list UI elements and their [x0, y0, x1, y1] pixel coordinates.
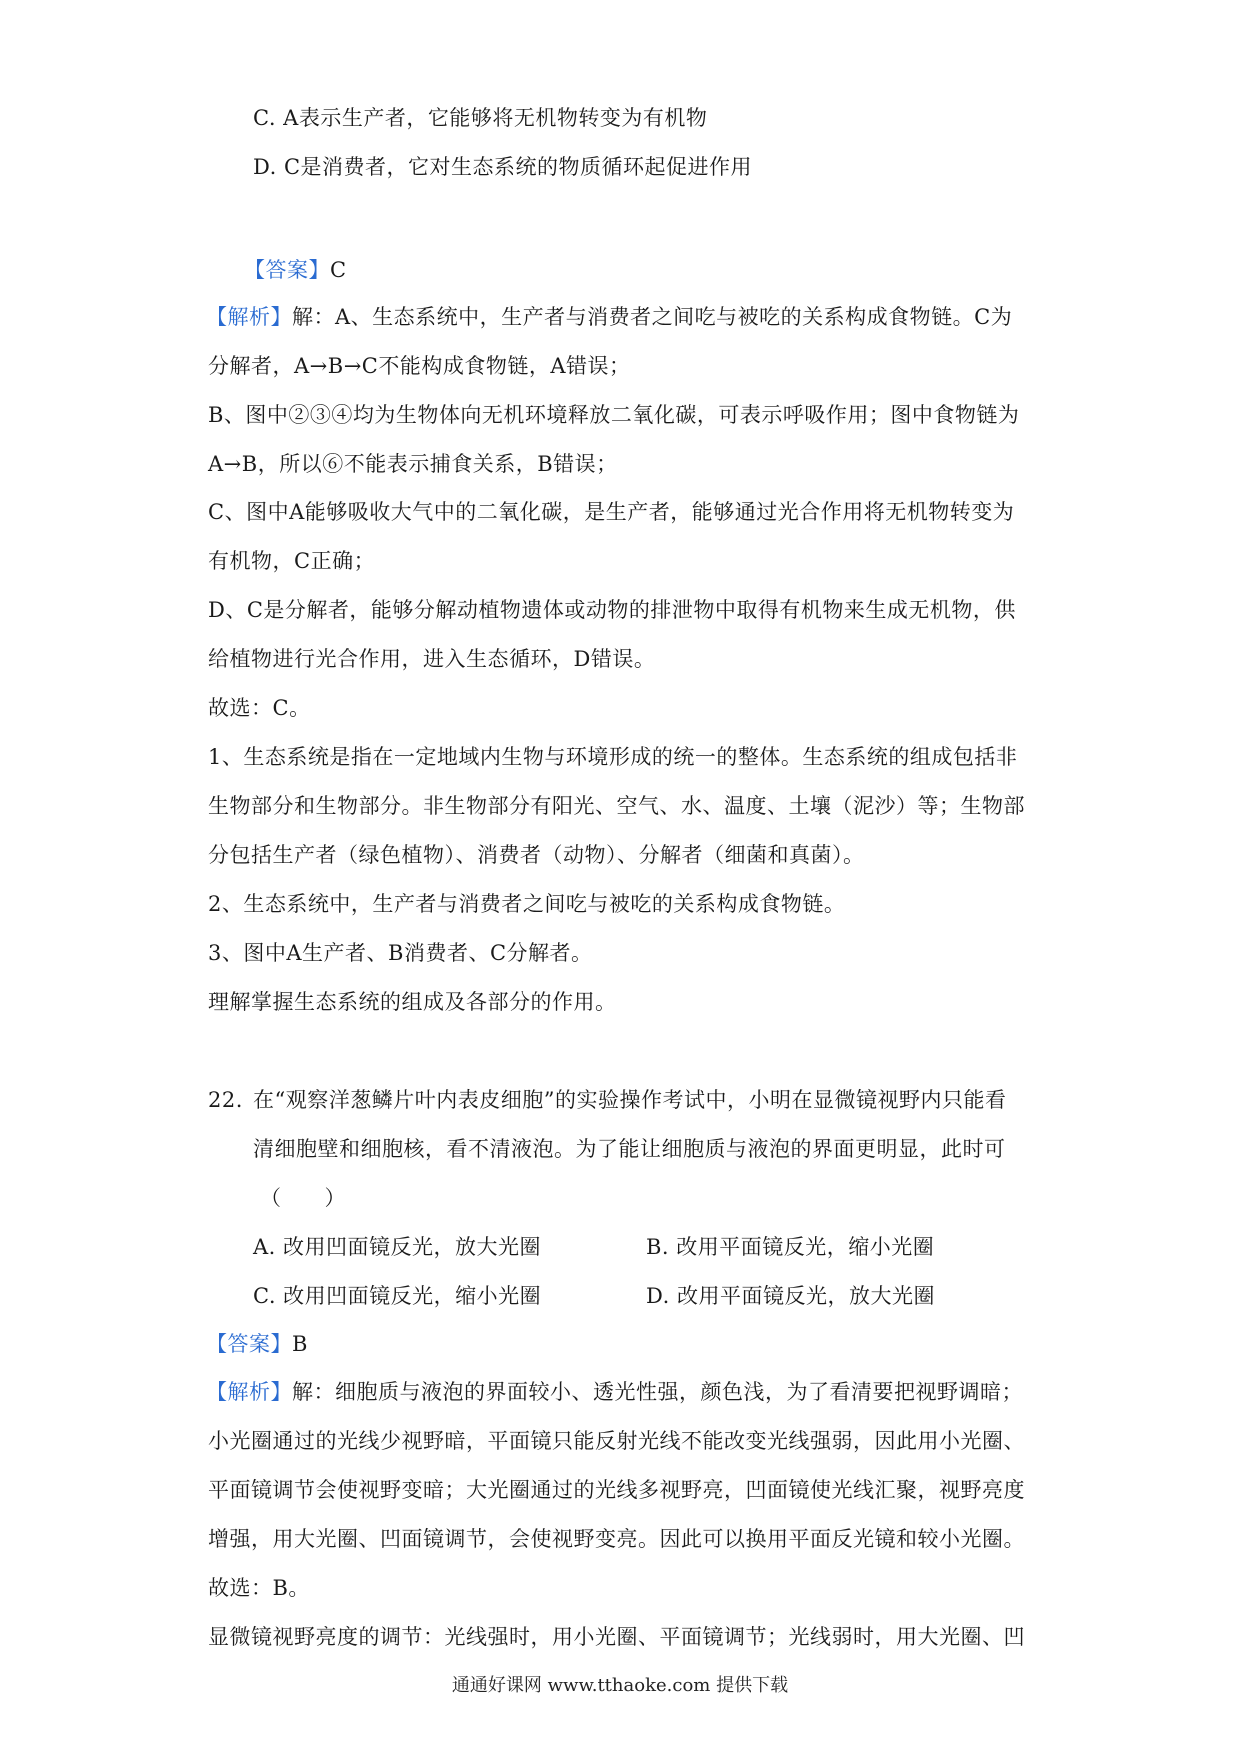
- q22-stem-line: 清细胞壁和细胞核，看不清液泡。为了能让细胞质与液泡的界面更明显，此时可: [253, 1137, 1006, 1161]
- answer-value: B: [292, 1332, 308, 1356]
- q22-analysis-line: 故选：B。: [208, 1576, 310, 1600]
- q21-analysis-line: 分解者，A→B→C不能构成食物链，A错误；: [208, 354, 631, 378]
- analysis-label: 【解析】: [206, 1380, 292, 1404]
- q22-stem-line: 在“观察洋葱鳞片叶内表皮细胞”的实验操作考试中，小明在显微镜视野内只能看: [253, 1088, 1007, 1112]
- q22-number: 22.: [208, 1088, 243, 1112]
- q22-analysis-line: 增强，用大光圈、凹面镜调节，会使视野变亮。因此可以换用平面反光镜和较小光圈。: [208, 1527, 1025, 1551]
- q22-option-a: A. 改用凹面镜反光，放大光圈: [253, 1235, 542, 1259]
- q21-analysis-line: 1、生态系统是指在一定地域内生物与环境形成的统一的整体。生态系统的组成包括非: [208, 745, 1018, 769]
- q22-analysis-line: 小光圈通过的光线少视野暗，平面镜只能反射光线不能改变光线强弱，因此用小光圈、: [208, 1429, 1025, 1453]
- q21-analysis-line: A→B，所以⑥不能表示捕食关系，B错误；: [208, 452, 618, 476]
- q21-analysis-line: B、图中②③④均为生物体向无机环境释放二氧化碳，可表示呼吸作用；图中食物链为: [208, 403, 1020, 427]
- q21-answer: [244, 256, 347, 284]
- q21-analysis-line: 3、图中A生产者、B消费者、C分解者。: [208, 941, 593, 965]
- q22-option-c: C. 改用凹面镜反光，缩小光圈: [253, 1284, 542, 1308]
- q21-analysis-line: 给植物进行光合作用，进入生态循环，D错误。: [208, 647, 656, 671]
- q22-analysis-line: 显微镜视野亮度的调节：光线强时，用小光圈、平面镜调节；光线弱时，用大光圈、凹: [208, 1625, 1025, 1649]
- q21-analysis-line: 生物部分和生物部分。非生物部分有阳光、空气、水、温度、土壤（泥沙）等；生物部: [208, 794, 1025, 818]
- q21-option-d: D. C是消费者，它对生态系统的物质循环起促进作用: [253, 155, 753, 179]
- q22-answer-blank: （ ）: [260, 1186, 346, 1210]
- q21-analysis-line: 2、生态系统中，生产者与消费者之间吃与被吃的关系构成食物链。: [208, 892, 846, 916]
- q22-answer: [206, 1330, 308, 1358]
- analysis-text: 解：A、生态系统中，生产者与消费者之间吃与被吃的关系构成食物链。C为: [292, 305, 1013, 329]
- answer-value: C: [330, 258, 347, 282]
- q21-option-c: C. A表示生产者，它能够将无机物转变为有机物: [253, 106, 708, 130]
- answer-label: 【答案】: [206, 1332, 292, 1356]
- q21-analysis-line: 故选：C。: [208, 696, 311, 720]
- q22-analysis-first-line: [206, 1378, 1023, 1406]
- q21-analysis-line: D、C是分解者，能够分解动植物遗体或动物的排泄物中取得有机物来生成无机物，供: [208, 598, 1016, 622]
- analysis-text: 解：细胞质与液泡的界面较小、透光性强，颜色浅，为了看清要把视野调暗；: [292, 1380, 1023, 1404]
- q21-analysis-line: 有机物，C正确；: [208, 549, 376, 573]
- q21-analysis-first-line: [206, 303, 1012, 331]
- answer-label: 【答案】: [244, 258, 330, 282]
- q22-option-d: D. 改用平面镜反光，放大光圈: [646, 1284, 935, 1308]
- q22-analysis-line: 平面镜调节会使视野变暗；大光圈通过的光线多视野亮，凹面镜使光线汇聚，视野亮度: [208, 1478, 1025, 1502]
- analysis-label: 【解析】: [206, 305, 292, 329]
- q21-analysis-line: 理解掌握生态系统的组成及各部分的作用。: [208, 990, 617, 1014]
- q22-option-b: B. 改用平面镜反光，缩小光圈: [646, 1235, 935, 1259]
- q21-analysis-line: 分包括生产者（绿色植物）、消费者（动物）、分解者（细菌和真菌）。: [208, 843, 865, 867]
- q21-analysis-line: C、图中A能够吸收大气中的二氧化碳，是生产者，能够通过光合作用将无机物转变为: [208, 500, 1015, 524]
- page-footer: 通通好课网 www.tthaoke.com 提供下载: [451, 1675, 789, 1696]
